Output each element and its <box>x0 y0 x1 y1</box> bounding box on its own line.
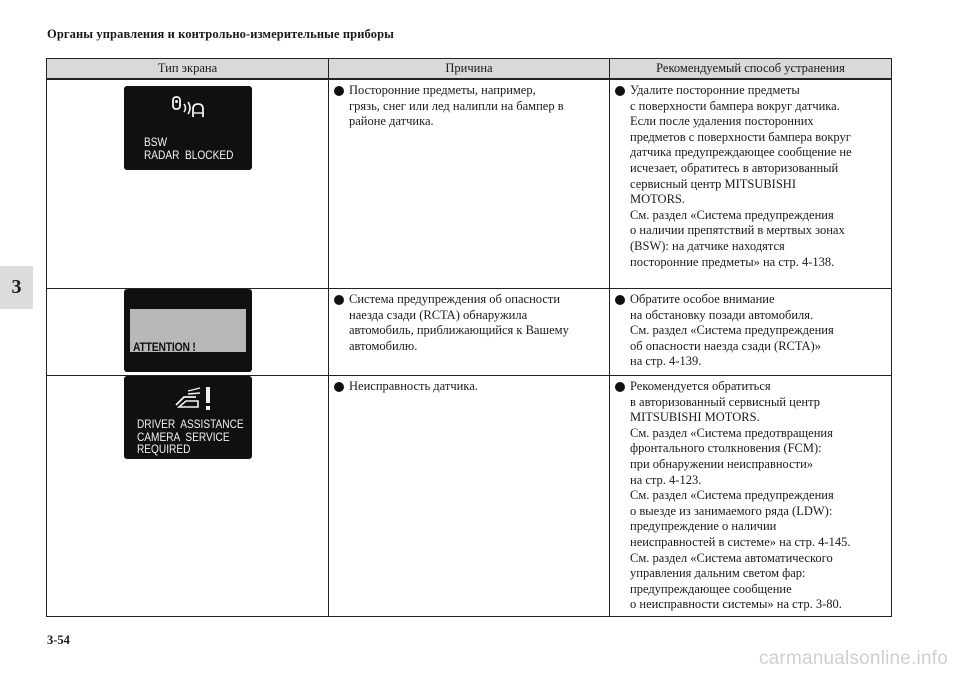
bsw-radar-blocked-screen <box>124 86 252 170</box>
rcta-attention-screen <box>124 289 252 372</box>
rcta-line-1: ATTENTION ! <box>132 340 196 354</box>
warning-messages-table <box>46 58 892 617</box>
screen-cell <box>47 79 329 289</box>
screen-cell <box>47 376 329 617</box>
remedy-cell <box>610 289 892 376</box>
table-row <box>47 289 892 376</box>
cause-text: Посторонние предметы, например, грязь, снег или лед налипли на бампер в районе датчика. <box>349 83 564 129</box>
page-number: 3-54 <box>47 633 70 647</box>
cause-cell <box>329 376 610 617</box>
bullet-dot <box>334 295 344 305</box>
table-row <box>47 376 892 617</box>
remedy-cell <box>610 79 892 289</box>
page-header-title: Органы управления и контрольно-измерительные приборы <box>47 27 394 41</box>
chapter-number: 3 <box>11 276 22 298</box>
bullet-dot <box>334 86 344 96</box>
radar-blocked-icon <box>171 95 207 130</box>
bullet-dot <box>615 295 625 305</box>
header-screen-type: Тип экрана <box>47 59 329 80</box>
bullet-dot <box>615 86 625 96</box>
table-header-row <box>47 59 892 80</box>
remedy-text: Рекомендуется обратиться в авторизованный сервисный центр MITSUBISHI MOTORS. См. раздел «Система предотвращения фронтального столкновения (FCM): при обнаружении неисправности» на стр. 4-123. См. раздел «Система предупреждения о выезде из занимаемого ряда (LDW): предупреждение о наличии неисправностей в системе» на стр. 4-145. См. раздел «Система автоматического управления дальним светом фар: предупреждающее сообщение о неисправности системы» на стр. 3-80. <box>630 379 851 612</box>
driver-assistance-screen-text: DRIVER ASSISTANCE CAMERA SERVICE REQUIRED <box>136 419 244 456</box>
camera-warning-icon <box>172 385 216 420</box>
cause-text: Система предупреждения об опасности наезда сзади (RCTA) обнаружила автомобиль, приближающийся к Вашему автомобилю. <box>349 292 569 353</box>
bullet-dot <box>615 382 625 392</box>
remedy-text: Обратите особое внимание на обстановку позади автомобиля. См. раздел «Система предупреждения об опасности наезда сзади (RCTA)» на стр. 4-139. <box>630 292 834 369</box>
cause-cell <box>329 289 610 376</box>
driver-assistance-screen <box>124 376 252 459</box>
screen-cell <box>47 289 329 376</box>
remedy-text: Удалите посторонние предметы с поверхности бампера вокруг датчика. Если после удаления посторонних предметов с поверхности бампера вокруг датчика предупреждающее сообщение не исчезает, обратитесь в авторизованный сервисный центр MITSUBISHI MOTORS. См. раздел «Система предупреждения о наличии препятствий в мертвых зонах (BSW): на датчике находятся посторонние предметы» на стр. 4-138. <box>630 83 852 269</box>
header-cause: Причина <box>329 59 610 80</box>
cause-cell <box>329 79 610 289</box>
table-row <box>47 79 892 289</box>
bullet-dot <box>334 382 344 392</box>
watermark-text: carmanualsonline.info <box>758 648 948 669</box>
bsw-screen-text: BSW RADAR BLOCKED <box>143 137 233 162</box>
cause-text: Неисправность датчика. <box>349 379 478 393</box>
chapter-tab <box>0 266 33 309</box>
remedy-cell <box>610 376 892 617</box>
rcta-message-panel <box>130 309 246 352</box>
header-remedy: Рекомендуемый способ устранения <box>610 59 892 80</box>
